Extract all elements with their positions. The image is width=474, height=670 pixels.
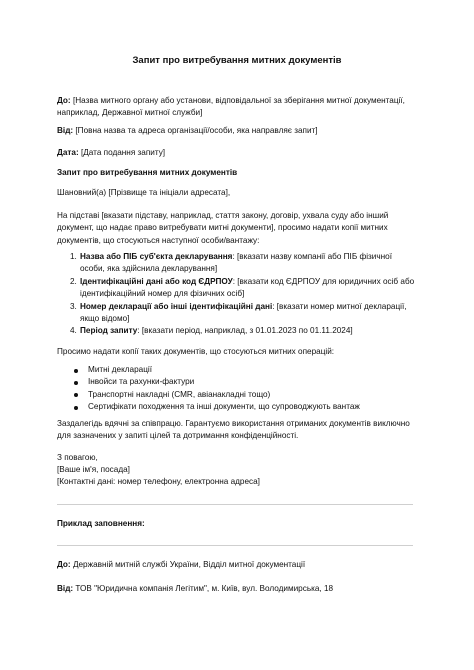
list-item: Інвойси та рахунки-фактури [57,376,417,388]
divider [57,504,413,505]
from-label: Від: [57,126,74,135]
numbered-list [57,251,417,338]
bullet-icon [74,406,78,410]
bullet-list [57,364,417,414]
greeting: Шановний(а) [Прізвище та ініціали адресата], [57,188,231,197]
example-to-label: До: [57,560,71,569]
example-to-text: Державній митній службі України, Відділ митної документації [70,560,306,569]
date-text: [Дата подання запиту] [80,148,166,157]
closing-line-1: З повагою, [57,453,98,462]
subject-heading: Запит про витребування митних документів [57,168,238,177]
thanks-paragraph: Заздалегідь вдячні за співпрацю. Гарантуємо використання отриманих документів виключно для зазначених у запиті цілей та дотримання конфіденційності. [57,419,410,441]
bullet-icon [74,381,78,385]
request-paragraph: Просимо надати копії таких документів, що стосуються митних операцій: [57,347,335,356]
from-text: [Повна назва та адреса організації/особи, яка направляє запит] [75,126,318,135]
divider [57,545,413,546]
date-paragraph [57,147,417,159]
to-text: [Назва митного органу або установи, відповідальної за зберігання митної документації, наприклад, Державної митної служби] [57,96,405,118]
list-item: Сертифікати походження та інші документи, що супроводжують вантаж [57,401,417,413]
closing-line-3: [Контактні дані: номер телефону, електронна адреса] [57,477,260,486]
to-label: До: [57,96,71,105]
intro-paragraph: На підставі [вказати підставу, наприклад, стаття закону, договір, ухвала суду або інший документ, що надає право витребувати митні документи], просимо надати копії митних документів, що стосуються наступної особи/вантажу: [57,211,389,245]
list-item: Транспортні накладні (CMR, авіанакладні тощо) [57,389,417,401]
example-to-paragraph [57,559,417,571]
list-item: 3. Номер декларації або інші ідентифікаційні дані: [вказати номер митної декларації, якщо відомо] [70,301,407,324]
example-from-label: Від: [57,584,74,593]
bullet-icon [74,393,78,397]
closing-line-2: [Ваше ім'я, посада] [57,465,130,474]
list-item: 2. Ідентифікаційні дані або код ЄДРПОУ: [вказати код ЄДРПОУ для юридичних осіб або ідентифікаційний номер для фізичних осіб] [70,276,415,299]
list-item: Митні декларації [57,364,417,376]
from-paragraph [57,125,417,137]
list-item: 1. Назва або ПІБ суб'єкта декларування: [вказати назву компанії або ПІБ фізичної особи, яка здійснила декларування] [70,252,392,274]
example-heading: Приклад заповнення: [57,519,145,528]
document-title: Запит про витребування митних документів [132,55,342,66]
example-from-text: ТОВ "Юридична компанія Легітим", м. Київ, вул. Володимирська, 18 [73,584,334,593]
bullet-icon [74,369,78,373]
list-item: 4. Період запиту: [вказати період, наприклад, з 01.01.2023 по 01.11.2024] [70,326,353,336]
example-from-paragraph [57,583,417,595]
to-paragraph [57,95,417,120]
date-label: Дата: [57,148,79,157]
